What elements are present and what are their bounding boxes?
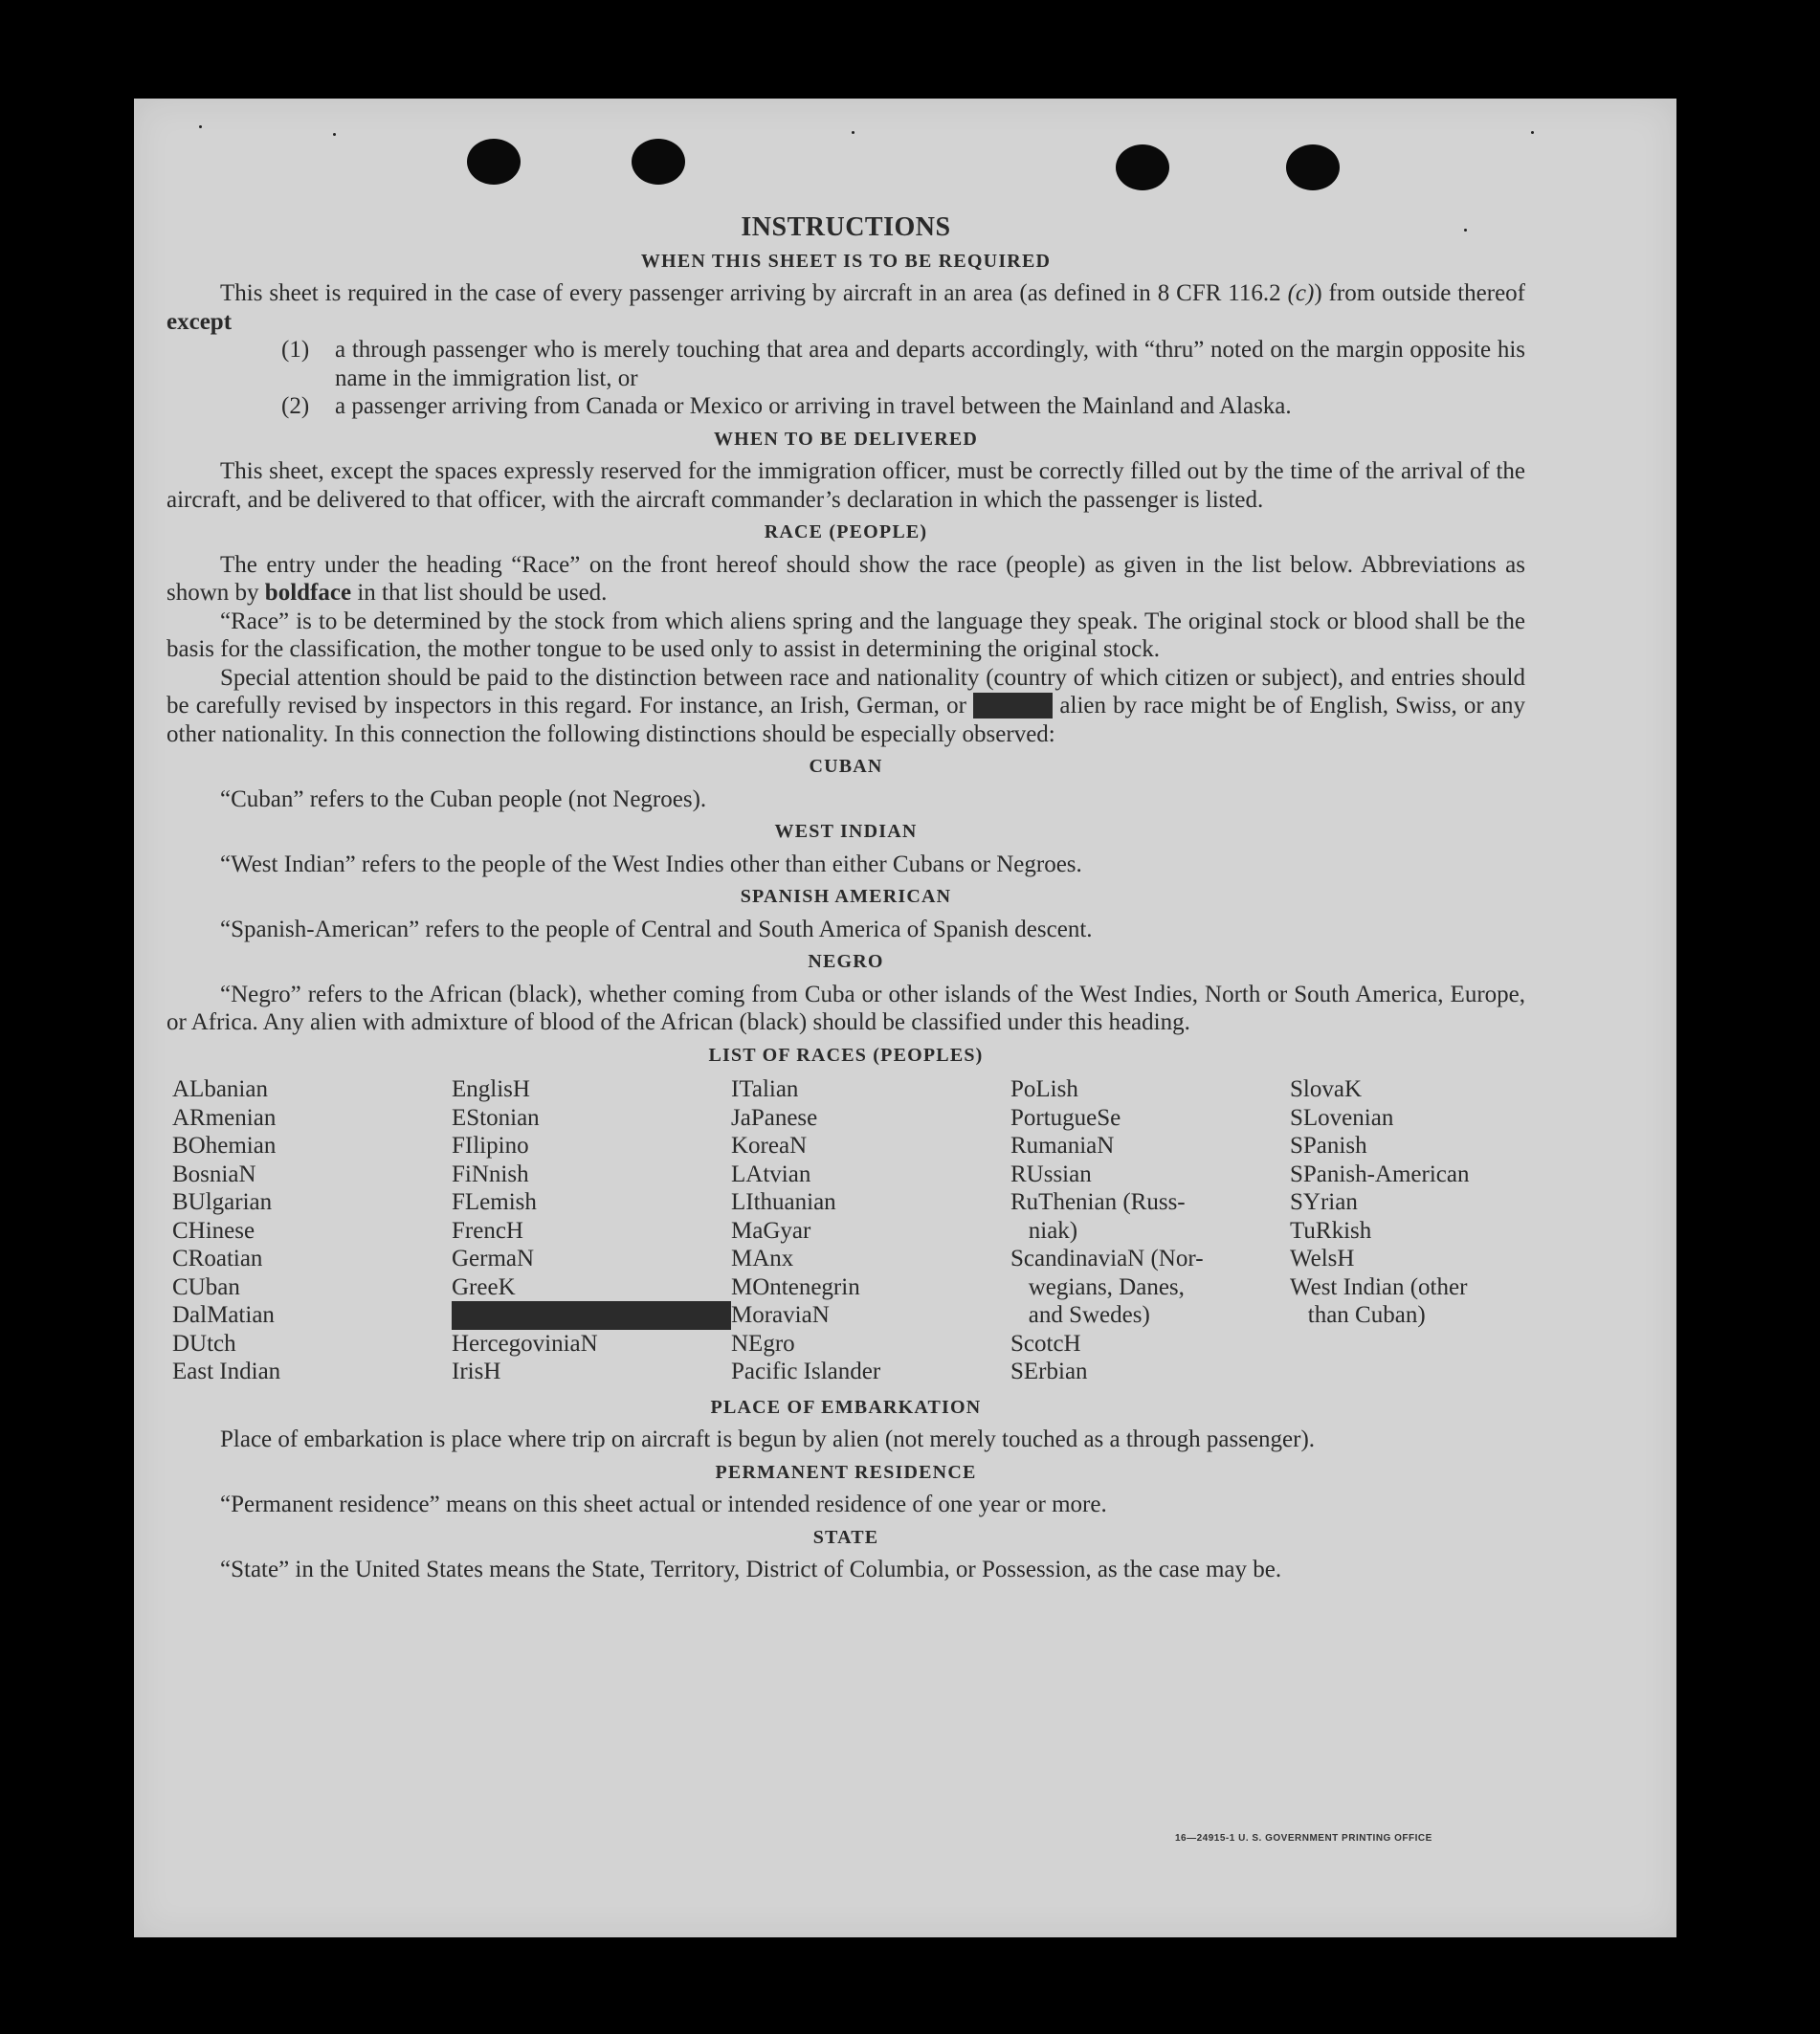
race-entry: LIthuanian (731, 1189, 836, 1215)
race-entry: EnglisH (452, 1076, 530, 1102)
race-entry: LAtvian (731, 1161, 811, 1187)
race-entry (1290, 1358, 1539, 1386)
race-entry: ARmenian (172, 1104, 277, 1131)
punch-hole (467, 139, 521, 185)
race-entry: ALbanian (172, 1076, 268, 1102)
heading-negro: NEGRO (808, 951, 884, 972)
punch-hole (632, 139, 685, 185)
races-list (172, 1075, 1525, 1386)
race-entry: GreeK (452, 1273, 516, 1300)
race-entry: SPanish (1290, 1133, 1367, 1159)
race-entry: GermaN (452, 1246, 535, 1271)
race-entry: FiNnish (452, 1161, 529, 1187)
paragraph-residence: “Permanent residence” means on this sheet actual or intended residence of one year or more. (220, 1492, 1107, 1517)
paragraph-state: “State” in the United States means the State, Territory, District of Columbia, or Possession, as the case may be. (220, 1557, 1282, 1582)
race-entry: niak) (1010, 1217, 1078, 1244)
paragraph-when-delivered: This sheet, except the spaces expressly reserved for the immigration officer, must be correctly filled out by the time of the arrival of the aircraft, and be delivered to that officer, with the aircraft commander’s declaration in which the passenger is listed. (166, 458, 1525, 513)
race-entry: East Indian (172, 1359, 281, 1384)
race-entry: DalMatian (172, 1302, 275, 1328)
paragraph-race-1: The entry under the heading “Race” on the front hereof should show the race (people) as given in the list below. Abbreviations as shown by boldface in that list should be used. (166, 551, 1525, 606)
race-entry: RUssian (1010, 1161, 1092, 1187)
race-entry: and Swedes) (1010, 1302, 1150, 1328)
paragraph-cuban: “Cuban” refers to the Cuban people (not Negroes). (220, 785, 707, 812)
heading-when-delivered: WHEN TO BE DELIVERED (713, 428, 979, 450)
paragraph-race-3: Special attention should be paid to the distinction between race and nationality (country of which citizen or subject), and entries should be carefully revised by inspectors in this regard. For instance, an Irish, German, or alien by race might be of English, Swiss, or any other nationality. In this connection the following distinctions should be especially observed: (166, 664, 1525, 747)
race-entry: than Cuban) (1290, 1302, 1426, 1328)
heading-race: RACE (PEOPLE) (764, 521, 928, 542)
race-entry: MOntenegrin (731, 1273, 860, 1300)
race-entry: ScandinaviaN (Nor- (1010, 1246, 1204, 1271)
race-entry: SErbian (1010, 1359, 1088, 1384)
race-entry: RuThenian (Russ- (1010, 1189, 1186, 1215)
paragraph-negro: “Negro” refers to the African (black), whether coming from Cuba or other islands of the West Indies, North or South America, Europe, or Africa. Any alien with admixture of blood of the African (black) should be classified under this heading. (166, 981, 1525, 1035)
heading-residence: PERMANENT RESIDENCE (715, 1461, 977, 1483)
race-entry: PortugueSe (1010, 1104, 1121, 1131)
race-entry (452, 1301, 731, 1330)
race-entry (1290, 1330, 1539, 1359)
race-entry: RumaniaN (1010, 1133, 1115, 1159)
race-entry: IrisH (452, 1359, 501, 1384)
race-entry: ITalian (731, 1076, 799, 1102)
race-entry: SPanish-American (1290, 1161, 1470, 1187)
race-entry: BosniaN (172, 1161, 256, 1187)
race-entry: ScotcH (1010, 1330, 1081, 1357)
race-entry: CHinese (172, 1217, 255, 1244)
struck-word (973, 693, 1053, 719)
heading-cuban: CUBAN (809, 756, 883, 777)
instructions-body (166, 213, 1525, 1584)
race-entry: HercegoviniaN (452, 1330, 598, 1357)
race-entry: BOhemian (172, 1133, 277, 1159)
exception-item-1: (1) a through passenger who is merely touching that area and departs accordingly, with “thru” noted on the margin opposite his name in the immigration list, or (281, 337, 1525, 391)
race-entry: WelsH (1290, 1246, 1355, 1271)
paragraph-west-indian: “West Indian” refers to the people of the West Indies other than either Cubans or Negroes. (220, 851, 1082, 877)
race-entry: MAnx (731, 1246, 794, 1271)
race-entry: CRoatian (172, 1246, 263, 1271)
race-entry: CUban (172, 1273, 240, 1300)
paragraph-when-required: This sheet is required in the case of every passenger arriving by aircraft in an area (as defined in 8 CFR 116.2 (c)) from outside thereof except (166, 280, 1526, 335)
page-title: INSTRUCTIONS (741, 212, 951, 242)
race-entry: KoreaN (731, 1133, 808, 1159)
race-entry: JaPanese (731, 1104, 818, 1131)
heading-when-required: WHEN THIS SHEET IS TO BE REQUIRED (640, 250, 1052, 272)
punch-hole (1286, 144, 1340, 190)
race-entry: FIlipino (452, 1133, 529, 1159)
exception-item-2: (2) a passenger arriving from Canada or Mexico or arriving in travel between the Mainland and Alaska. (281, 393, 1292, 419)
heading-embarkation: PLACE OF EMBARKATION (710, 1396, 982, 1418)
race-entry: FLemish (452, 1189, 537, 1215)
race-entry: SLovenian (1290, 1104, 1394, 1131)
race-entry: SlovaK (1290, 1076, 1362, 1102)
race-entry: MaGyar (731, 1217, 811, 1244)
heading-spanish-american: SPANISH AMERICAN (740, 886, 952, 907)
heading-state: STATE (812, 1526, 879, 1548)
punch-hole (1116, 144, 1169, 190)
printing-office-note: 16—24915-1 U. S. GOVERNMENT PRINTING OFFICE (1175, 1833, 1432, 1844)
paragraph-spanish-american: “Spanish-American” refers to the people of Central and South America of Spanish descent. (220, 916, 1093, 942)
paragraph-race-2: “Race” is to be determined by the stock from which aliens spring and the language they speak. The original stock or blood shall be the basis for the classification, the mother tongue to be used only to assist in determining the original stock. (166, 608, 1525, 662)
race-entry: MoraviaN (731, 1302, 830, 1328)
race-entry: EStonian (452, 1104, 540, 1131)
heading-west-indian: WEST INDIAN (774, 821, 918, 842)
race-entry: DUtch (172, 1330, 236, 1357)
race-entry: wegians, Danes, (1010, 1273, 1185, 1300)
race-entry: BUlgarian (172, 1189, 273, 1215)
race-entry: West Indian (other (1290, 1273, 1468, 1300)
race-entry: PoLish (1010, 1076, 1078, 1102)
race-entry: SYrian (1290, 1189, 1358, 1215)
race-entry: NEgro (731, 1330, 795, 1357)
heading-list-of-races: LIST OF RACES (PEOPLES) (708, 1044, 984, 1066)
race-entry: Pacific Islander (731, 1359, 881, 1384)
paragraph-embarkation: Place of embarkation is place where trip on aircraft is begun by alien (not merely touched as a through passenger). (220, 1426, 1316, 1452)
document-sheet (134, 99, 1676, 1937)
race-entry: TuRkish (1290, 1217, 1372, 1244)
race-entry: FrencH (452, 1217, 523, 1244)
